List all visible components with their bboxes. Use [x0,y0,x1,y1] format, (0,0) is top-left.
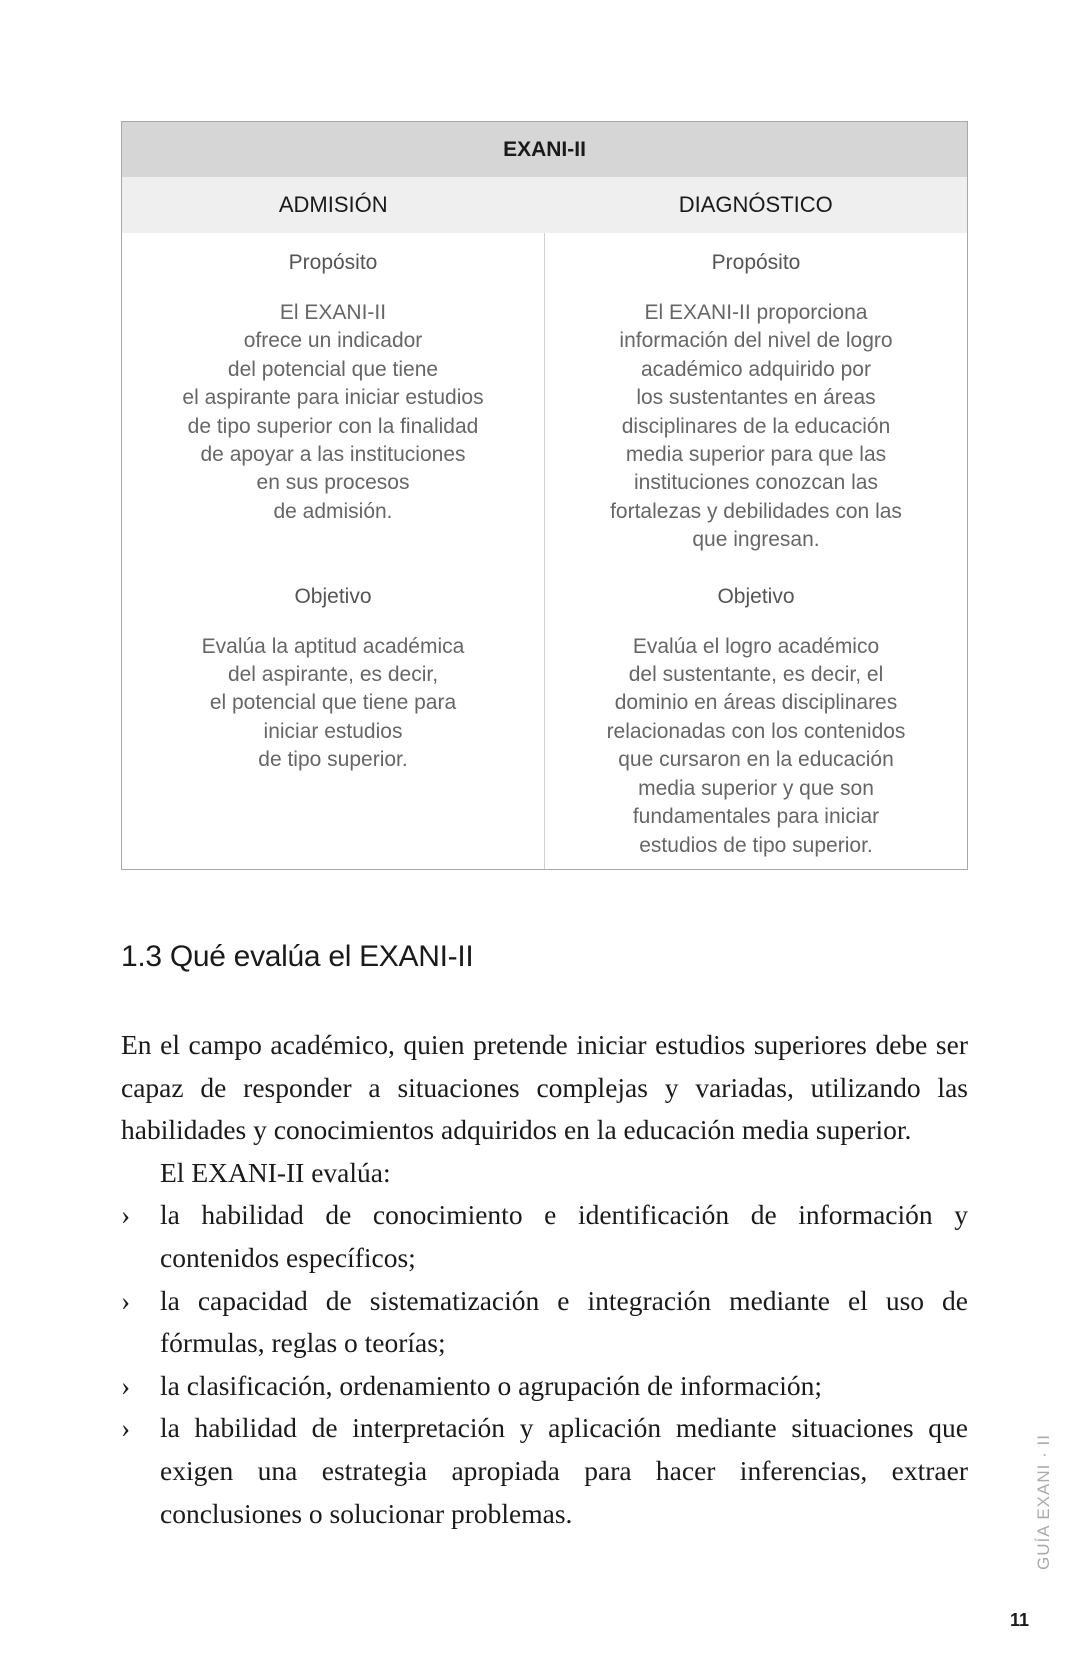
list-item [121,1194,968,1279]
bullet-icon: › [121,1199,131,1231]
text-line: el potencial que tiene para [209,691,457,715]
text-line: información del nivel de logro [619,329,893,353]
bullet-icon: › [121,1284,131,1316]
text-line: iniciar estudios [263,719,403,743]
text-line: de tipo superior con la finalidad [187,414,479,438]
list-item-text: la capacidad de sistematización e integración mediante el uso de fórmulas, reglas o teorías; [160,1284,968,1359]
text-line: fortalezas y debilidades con las [610,499,902,523]
text-line: de tipo superior. [258,748,408,772]
list-item [121,1365,968,1408]
list-intro: El EXANI-II evalúa: [160,1156,391,1188]
text-line: media superior para que las [625,443,887,467]
bullet-icon: › [121,1412,131,1444]
text-line: El EXANI-II [279,301,387,324]
evaluation-list [121,1194,968,1535]
text-line: fundamentales para iniciar [632,805,880,829]
table-body [122,233,967,869]
text-line: el aspirante para iniciar estudios [182,386,484,410]
admision-objective-heading: Objetivo [294,584,372,608]
column-header-diagnostico: DIAGNÓSTICO [678,192,833,217]
text-line: El EXANI-II proporciona [644,301,868,324]
text-line: media superior y que son [638,776,874,800]
list-item-text: la habilidad de interpretación y aplicación mediante situaciones que exigen una estrategia apropiada para hacer inferencias, extraer conclusiones o solucionar problemas. [160,1412,968,1529]
list-item [121,1407,968,1535]
section-heading: 1.3 Qué evalúa el EXANI-II [121,940,474,973]
page-number: 11 [1010,1610,1030,1630]
text-line: Evalúa la aptitud académica [201,634,465,658]
comparison-table [121,121,968,870]
diagnostico-purpose-heading: Propósito [711,251,801,274]
diagnostico-objective-text [545,633,967,860]
text-line: disciplinares de la educación [621,414,891,438]
diagnostico-objective-heading: Objetivo [717,584,795,608]
table-title: EXANI-II [122,122,967,177]
list-item-text: la habilidad de conocimiento e identificación de información y contenidos específicos; [160,1199,968,1273]
text-line: que ingresan. [692,528,820,552]
admision-column [122,233,545,869]
diagnostico-purpose-text [545,299,967,555]
text-line: de apoyar a las instituciones [200,443,466,467]
diagnostico-column [545,233,967,869]
intro-paragraph: En el campo académico, quien pretende iniciar estudios superiores debe ser capaz de responder a situaciones complejas y variadas, utilizando las habilidades y conocimientos adquiridos en la educación media superior. [121,1029,968,1146]
text-line: estudios de tipo superior. [639,833,873,857]
text-line: de admisión. [273,499,393,523]
section-body [121,1024,968,1535]
text-line: que cursaron en la educación [618,748,894,772]
text-line: relacionadas con los contenidos [606,719,906,743]
text-line: ofrece un indicador [243,329,423,353]
admision-purpose-text [122,299,544,555]
bullet-icon: › [121,1369,131,1401]
list-item-text: la clasificación, ordenamiento o agrupación de información; [160,1369,823,1401]
text-line: instituciones conozcan las [634,471,878,495]
text-line: los sustentantes en áreas [636,386,876,410]
text-line: del aspirante, es decir, [227,663,439,687]
spacer-line [122,526,544,554]
running-side-label: GUÍA EXANI · II [1034,1434,1053,1570]
text-line: del potencial que tiene [227,357,439,381]
text-line: del sustentante, es decir, el [628,663,884,687]
text-line: Evalúa el logro académico [632,634,880,658]
admision-purpose-heading: Propósito [288,251,378,274]
column-header-admision: ADMISIÓN [278,192,388,217]
table-header-row [122,177,967,233]
list-item [121,1280,968,1365]
admision-objective-text [122,633,544,775]
text-line: dominio en áreas disciplinares [614,691,898,715]
text-line: académico adquirido por [641,357,871,381]
text-line: en sus procesos [256,471,410,495]
